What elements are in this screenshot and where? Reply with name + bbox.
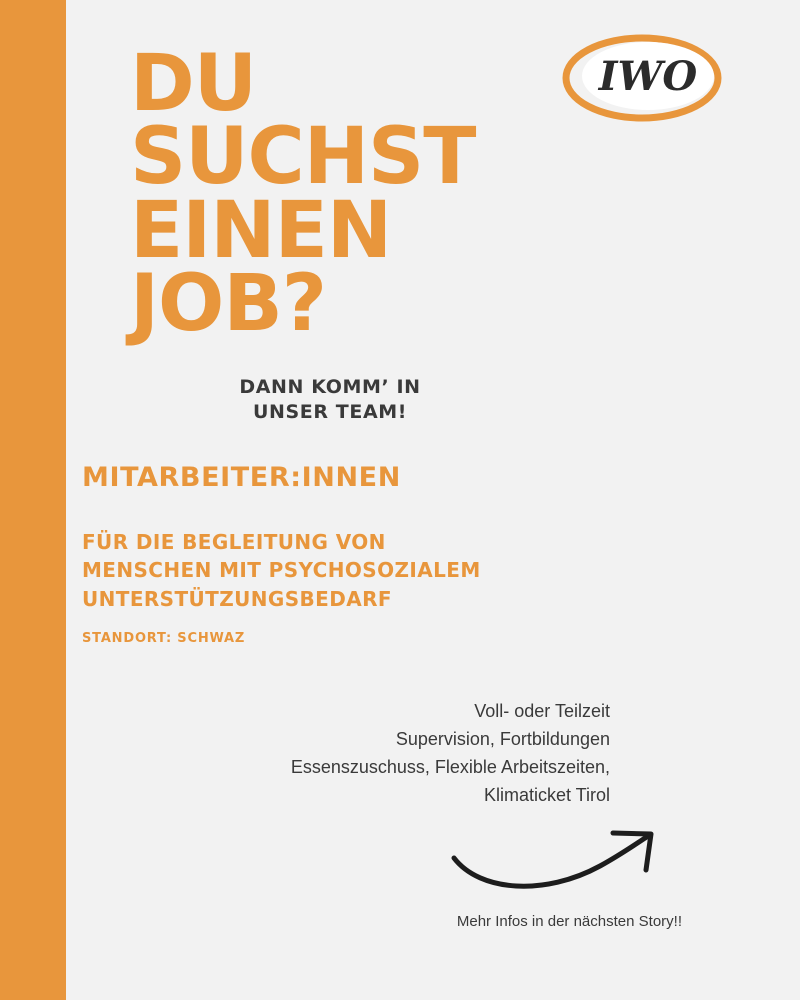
benefit-item: Supervision, Fortbildungen bbox=[395, 728, 610, 749]
headline-line-1: DU bbox=[130, 39, 257, 129]
headline-line-2: SUCHST bbox=[130, 112, 476, 203]
role-description bbox=[82, 528, 602, 613]
headline-line-3: EINEN bbox=[130, 185, 392, 276]
benefit-item: Voll- oder Teilzeit bbox=[474, 701, 610, 721]
subheadline-line-1: DANN KOMM’ IN bbox=[239, 376, 421, 398]
curved-arrow-icon bbox=[450, 830, 665, 900]
role-description-line-3: UNTERSTÜTZUNGSBEDARF bbox=[82, 586, 392, 611]
footer-note: Mehr Infos in der nächsten Story!! bbox=[456, 913, 682, 930]
headline-line-4: JOB? bbox=[130, 258, 327, 349]
left-accent-bar bbox=[0, 0, 66, 1000]
benefits-list bbox=[190, 698, 610, 810]
subheadline-line-2: UNSER TEAM! bbox=[252, 400, 408, 423]
subheadline bbox=[130, 375, 530, 424]
logo-text: IWO bbox=[598, 53, 698, 100]
benefit-item: Klimaticket Tirol bbox=[483, 784, 610, 805]
page-title bbox=[130, 39, 600, 349]
benefit-item: Essenszuschuss, Flexible Arbeitszeiten, bbox=[290, 756, 610, 777]
role-description-line-2: MENSCHEN MIT PSYCHOSOZIALEM bbox=[82, 558, 481, 583]
role-description-line-1: FÜR DIE BEGLEITUNG VON bbox=[82, 530, 386, 554]
job-location: STANDORT: SCHWAZ bbox=[82, 631, 246, 646]
role-title: MITARBEITER:INNEN bbox=[82, 462, 401, 493]
